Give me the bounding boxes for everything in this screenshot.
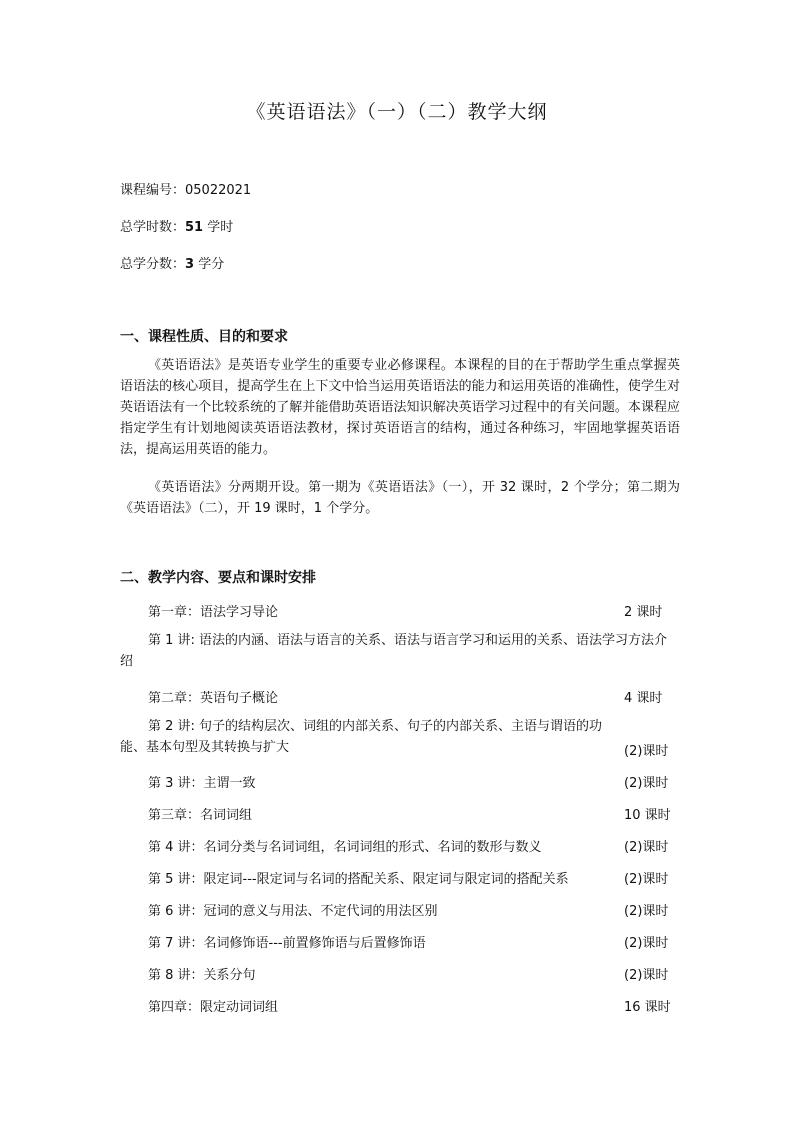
syllabus-item-hours: (2)课时: [624, 744, 669, 759]
total-credits-value: 3: [185, 257, 195, 272]
total-hours: [120, 216, 233, 235]
syllabus-item-hours: (2)课时: [624, 968, 669, 983]
syllabus-item-hours: (2)课时: [624, 936, 669, 951]
syllabus-item: 第 2 讲: 句子的结构层次、词组的内部关系、句子的内部关系、主语与谓语的功能、基本句型及其转换与扩大: [120, 719, 603, 755]
syllabus-item: 第一章：语法学习导论: [148, 605, 279, 620]
syllabus-item: 第 4 讲：名词分类与名词词组，名词词组的形式、名词的数形与数义: [148, 840, 542, 855]
syllabus-item-hours: (2)课时: [624, 840, 669, 855]
syllabus-item-hours: (2)课时: [624, 776, 669, 791]
syllabus-item: 第三章：名词词组: [148, 808, 253, 823]
total-credits: [120, 253, 224, 272]
page-title: 《英语语法》（一）（二）教学大纲: [246, 101, 548, 123]
syllabus-item: 第 5 讲：限定词---限定词与名词的搭配关系、限定词与限定词的搭配关系: [148, 872, 569, 887]
syllabus-item: 第 1 讲: 语法的内涵、语法与语言的关系、语法与语言学习和运用的关系、语法学习方法介绍: [120, 633, 668, 669]
syllabus-item-hours: 4 课时: [624, 691, 663, 706]
syllabus-item: 第四章：限定动词词组: [148, 1000, 279, 1015]
section-heading-2: 二、教学内容、要点和课时安排: [120, 570, 316, 586]
section1-paragraph-2: 《英语语法》分两期开设。第一期为《英语语法》（一），开 32 课时，2 个学分；第二期为《英语语法》（二），开 19 课时，1 个学分。: [120, 480, 680, 516]
syllabus-item-hours: (2)课时: [624, 872, 669, 887]
total-hours-value: 51: [185, 220, 204, 235]
section-heading-1: 一、课程性质、目的和要求: [120, 329, 288, 345]
total-hours-label: 总学时数：: [120, 220, 186, 235]
total-credits-label: 总学分数：: [120, 257, 186, 272]
syllabus-item: 第 8 讲：关系分句: [148, 968, 256, 983]
total-credits-unit: 学分: [194, 257, 225, 272]
total-hours-unit: 学时: [203, 220, 234, 235]
course-code: [120, 179, 251, 198]
syllabus-item-hours: 10 课时: [624, 808, 671, 823]
syllabus-item-hours: 2 课时: [624, 605, 663, 620]
syllabus-item: 第二章：英语句子概论: [148, 691, 279, 706]
section1-paragraph-1: 《英语语法》是英语专业学生的重要专业必修课程。本课程的目的在于帮助学生重点掌握英语语法的核心项目，提高学生在上下文中恰当运用英语语法的能力和运用英语的准确性，使学生对英语语法有一个比较系统的了解并能借助英语语法知识解决英语学习过程中的有关问题。本课程应指定学生有计划地阅读英语语法教材，探讨英语语言的结构，通过各种练习，牢固地掌握英语语法，提高运用英语的能力。: [120, 358, 680, 457]
course-code-value: 05022021: [185, 183, 252, 198]
syllabus-item-hours: (2)课时: [624, 904, 669, 919]
syllabus-item: 第 7 讲：名词修饰语---前置修饰语与后置修饰语: [148, 936, 426, 951]
syllabus-item: 第 6 讲：冠词的意义与用法、不定代词的用法区别: [148, 904, 438, 919]
syllabus-item: 第 3 讲：主谓一致: [148, 776, 256, 791]
course-code-label: 课程编号：: [120, 183, 186, 198]
syllabus-item-hours: 16 课时: [624, 1000, 671, 1015]
